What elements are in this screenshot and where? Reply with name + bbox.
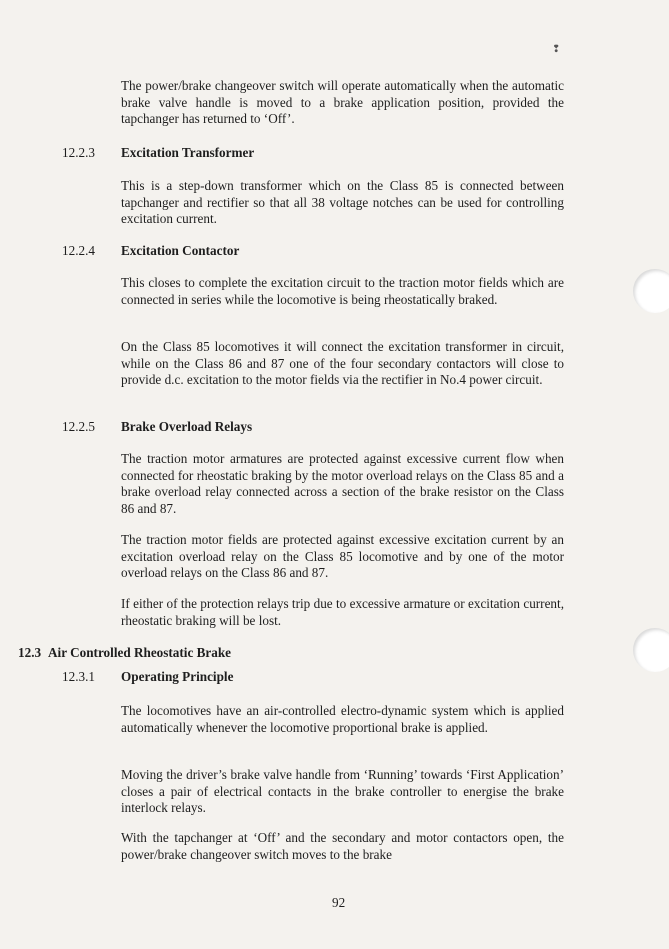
- paragraph-armature-protection: The traction motor armatures are protected against excessive current flow when connected for rheostatic braking by the motor overload relays on the Class 85 and a brake overload relay connected across a section of the brake resistor on the Class 86 and 87.: [121, 451, 564, 516]
- heading-brake-overload-relays: Brake Overload Relays: [121, 419, 253, 434]
- paragraph-changeover-switch: The power/brake changeover switch will operate automatically when the automatic brake valve handle is moved to a brake application position, provided the tapchanger has returned to ‘Off’.: [121, 78, 564, 127]
- heading-excitation-transformer: Excitation Transformer: [121, 145, 255, 160]
- punch-hole-upper: [633, 269, 669, 313]
- paragraph-excitation-contactor: This closes to complete the excitation circuit to the traction motor fields which are connected in series while the locomotive is being rheostatically braked.: [121, 275, 564, 307]
- paragraph-electro-dynamic-system: The locomotives have an air-controlled electro-dynamic system which is applied automatically whenever the locomotive proportional brake is applied.: [121, 703, 564, 735]
- paragraph-brake-valve-handle: Moving the driver’s brake valve handle from ‘Running’ towards ‘First Application’ closes a pair of electrical contacts in the brake controller to energise the brake interlock relays.: [121, 767, 564, 816]
- page-number: 92: [332, 895, 346, 910]
- paragraph-relay-trip: If either of the protection relays trip due to excessive armature or excitation current, rheostatic braking will be lost.: [121, 596, 564, 628]
- heading-operating-principle: Operating Principle: [121, 669, 234, 684]
- punch-hole-lower: [633, 628, 669, 672]
- section-number-12-2-3: 12.2.3: [62, 145, 95, 160]
- section-number-12-3-1: 12.3.1: [62, 669, 95, 684]
- heading-air-controlled-rheostatic-brake: Air Controlled Rheostatic Brake: [48, 645, 232, 660]
- section-number-12-2-5: 12.2.5: [62, 419, 95, 434]
- section-number-12-3: 12.3: [18, 645, 42, 660]
- ink-mark: ❢: [552, 44, 561, 55]
- section-number-12-2-4: 12.2.4: [62, 243, 95, 258]
- heading-excitation-contactor: Excitation Contactor: [121, 243, 240, 258]
- paragraph-tapchanger-off: With the tapchanger at ‘Off’ and the secondary and motor contactors open, the power/brake changeover switch moves to the brake: [121, 830, 564, 862]
- paragraph-excitation-transformer: This is a step-down transformer which on the Class 85 is connected between tapchanger and rectifier so that all 38 voltage notches can be used for controlling excitation current.: [121, 178, 564, 227]
- paragraph-field-protection: The traction motor fields are protected against excessive excitation current by an excitation overload relay on the Class 85 locomotive and by one of the motor overload relays on the Class 86 and 87.: [121, 532, 564, 581]
- paragraph-class-85-excitation: On the Class 85 locomotives it will connect the excitation transformer in circuit, while on the Class 86 and 87 one of the four secondary contactors will close to provide d.c. excitation to the motor fields via the rectifier in No.4 power circuit.: [121, 339, 564, 388]
